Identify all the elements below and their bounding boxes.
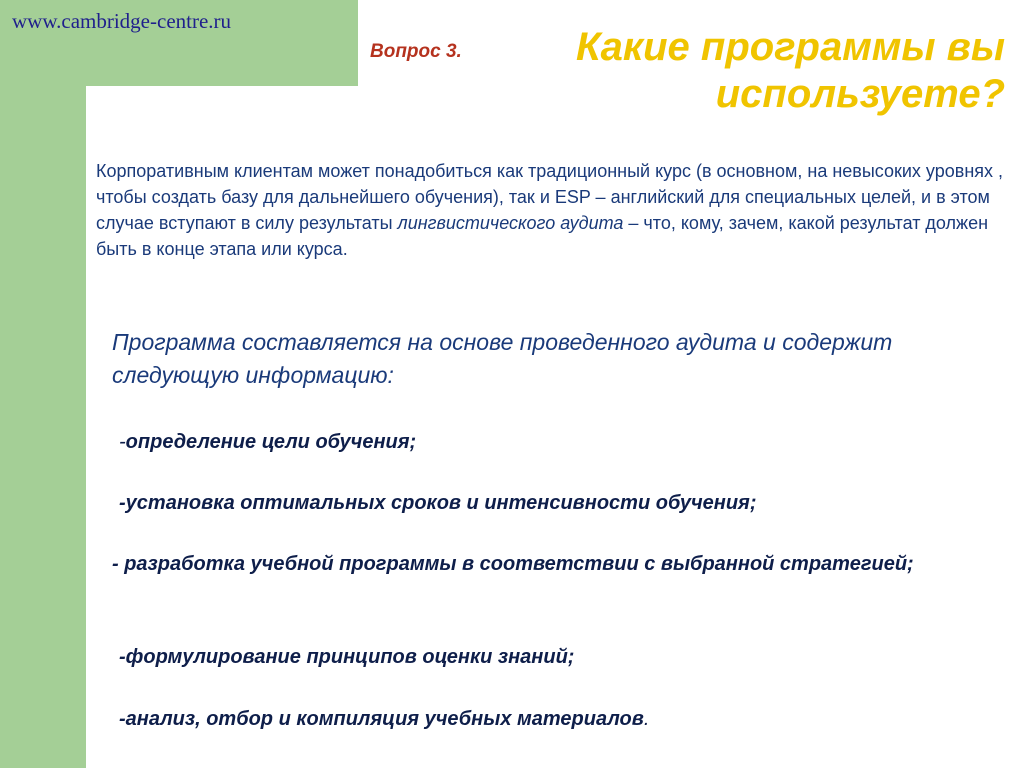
list-item (112, 549, 992, 579)
intro-text-part2: – что, кому, зачем, какой результат должен быть в конце этапа или курса. (96, 213, 989, 259)
list-item (119, 704, 649, 734)
site-url: www.cambridge-centre.ru (12, 9, 232, 33)
list-item-suffix: . (643, 708, 650, 730)
list-item-text: -установка оптимальных сроков и интенсивности обучения; (119, 492, 757, 514)
intro-text-part1: Корпоративным клиентам может понадобиться как традиционный курс (в основном, на невысоких уровнях , чтобы создать базу для дальнейшего обучения), так и ESP – английский для специальных целей, и в этом случае вступают в силу результаты (96, 161, 1004, 233)
list-item-text: -формулирование принципов оценки знаний; (119, 646, 575, 668)
list-item-text: -анализ, отбор и компиляция учебных материалов (119, 708, 644, 730)
program-note: Программа составляется на основе проведенного аудита и содержит следующую информацию: (112, 329, 893, 388)
list-item (119, 488, 756, 518)
intro-emphasis: лингвистического аудита (397, 213, 624, 233)
question-label: Вопрос 3. (370, 41, 462, 62)
list-item-prefix: - (119, 431, 126, 453)
left-green-band (0, 0, 86, 768)
list-item (119, 642, 574, 672)
list-item (119, 427, 416, 457)
slide-title: Какие программы вы используете? (575, 25, 1005, 116)
list-item-text: определение цели обучения; (125, 431, 417, 453)
intro-paragraph (96, 158, 1004, 262)
list-item-text: - разработка учебной программы в соответствии с выбранной стратегией; (112, 553, 914, 575)
